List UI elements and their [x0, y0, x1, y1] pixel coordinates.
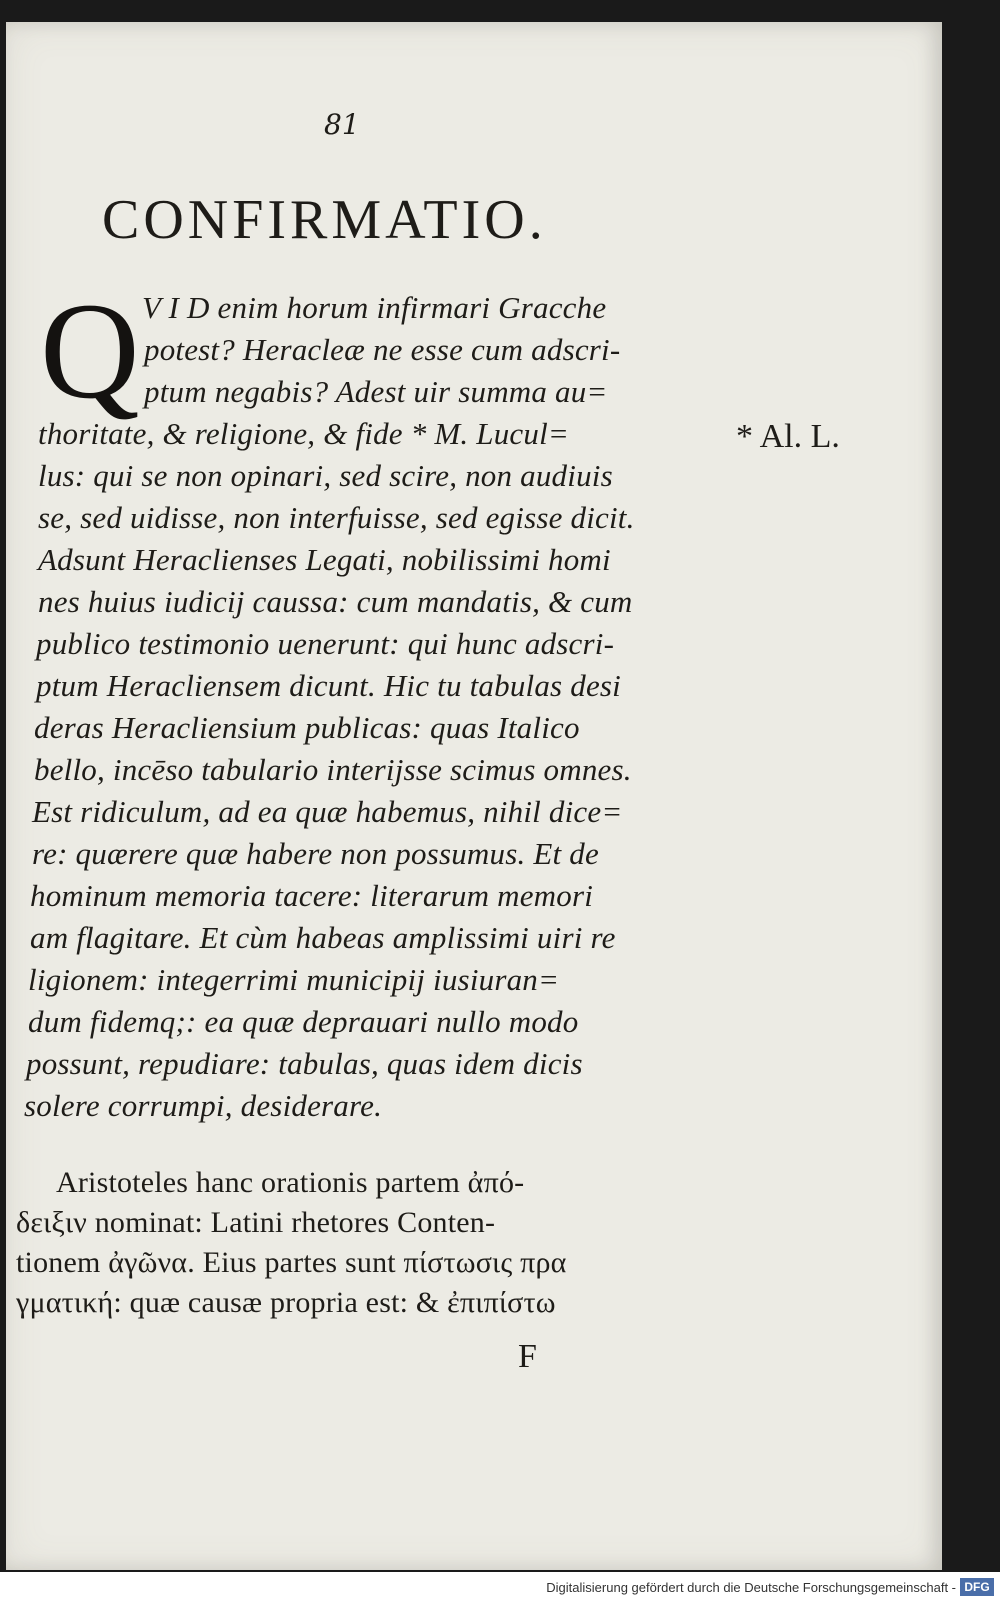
drop-cap: Q — [40, 274, 140, 427]
signature-mark: F — [518, 1338, 537, 1375]
text-line: ligionem: integerrimi municipij iusiuran= — [28, 962, 560, 997]
text-line: am flagitare. Et cùm habeas amplissimi uiri re — [30, 920, 616, 955]
commentary-line: δειξιν nominat: Latini rhetores Conten- — [16, 1206, 496, 1239]
text-line: hominum memoria tacere: literarum memori — [30, 878, 594, 913]
commentary-line: tionem ἀγῶνα. Eius partes sunt πίστωσις πρα — [16, 1246, 567, 1279]
text-line: dum fidemq;: ea quæ deprauari nullo modo — [28, 1004, 579, 1039]
footer-bar — [0, 1572, 1000, 1602]
margin-note: * Al. L. — [736, 418, 840, 455]
text-line: nes huius iudicij caussa: cum mandatis, & cum — [38, 584, 633, 619]
commentary-line: γματική: quæ causæ propria est: & ἐπιπίστω — [16, 1286, 556, 1319]
page-number: 81 — [324, 108, 360, 141]
text-line: Adsunt Heraclienses Legati, nobilissimi homi — [38, 542, 611, 577]
section-heading: CONFIRMATIO. — [102, 189, 547, 251]
footer-credit: Digitalisierung gefördert durch die Deutsche Forschungsgemeinschaft - — [546, 1580, 956, 1595]
text-line: V I D enim horum infirmari Gracche — [142, 290, 607, 325]
dfg-logo[interactable]: DFG — [960, 1578, 994, 1596]
text-line: possunt, repudiare: tabulas, quas idem dicis — [26, 1046, 583, 1081]
text-line: ptum negabis? Adest uir summa au= — [144, 374, 608, 409]
text-line: ptum Heracliensem dicunt. Hic tu tabulas desi — [36, 668, 621, 703]
book-page — [6, 22, 942, 1570]
commentary-line: Aristoteles hanc orationis partem ἀπό- — [56, 1166, 525, 1199]
text-line: potest? Heracleæ ne esse cum adscri- — [144, 332, 621, 367]
text-line: deras Heracliensium publicas: quas Italico — [34, 710, 580, 745]
text-line: re: quærere quæ habere non possumus. Et de — [32, 836, 599, 871]
text-line: solere corrumpi, desiderare. — [24, 1088, 383, 1123]
text-line: Est ridiculum, ad ea quæ habemus, nihil dice= — [32, 794, 623, 829]
text-line: bello, incēso tabulario interijsse scimus omnes. — [34, 752, 632, 787]
text-line: publico testimonio uenerunt: qui hunc adscri- — [36, 626, 615, 661]
text-line: se, sed uidisse, non interfuisse, sed egisse dicit. — [38, 500, 635, 535]
text-line: lus: qui se non opinari, sed scire, non audiuis — [38, 458, 613, 493]
text-line: thoritate, & religione, & fide * M. Lucul= — [38, 416, 570, 451]
